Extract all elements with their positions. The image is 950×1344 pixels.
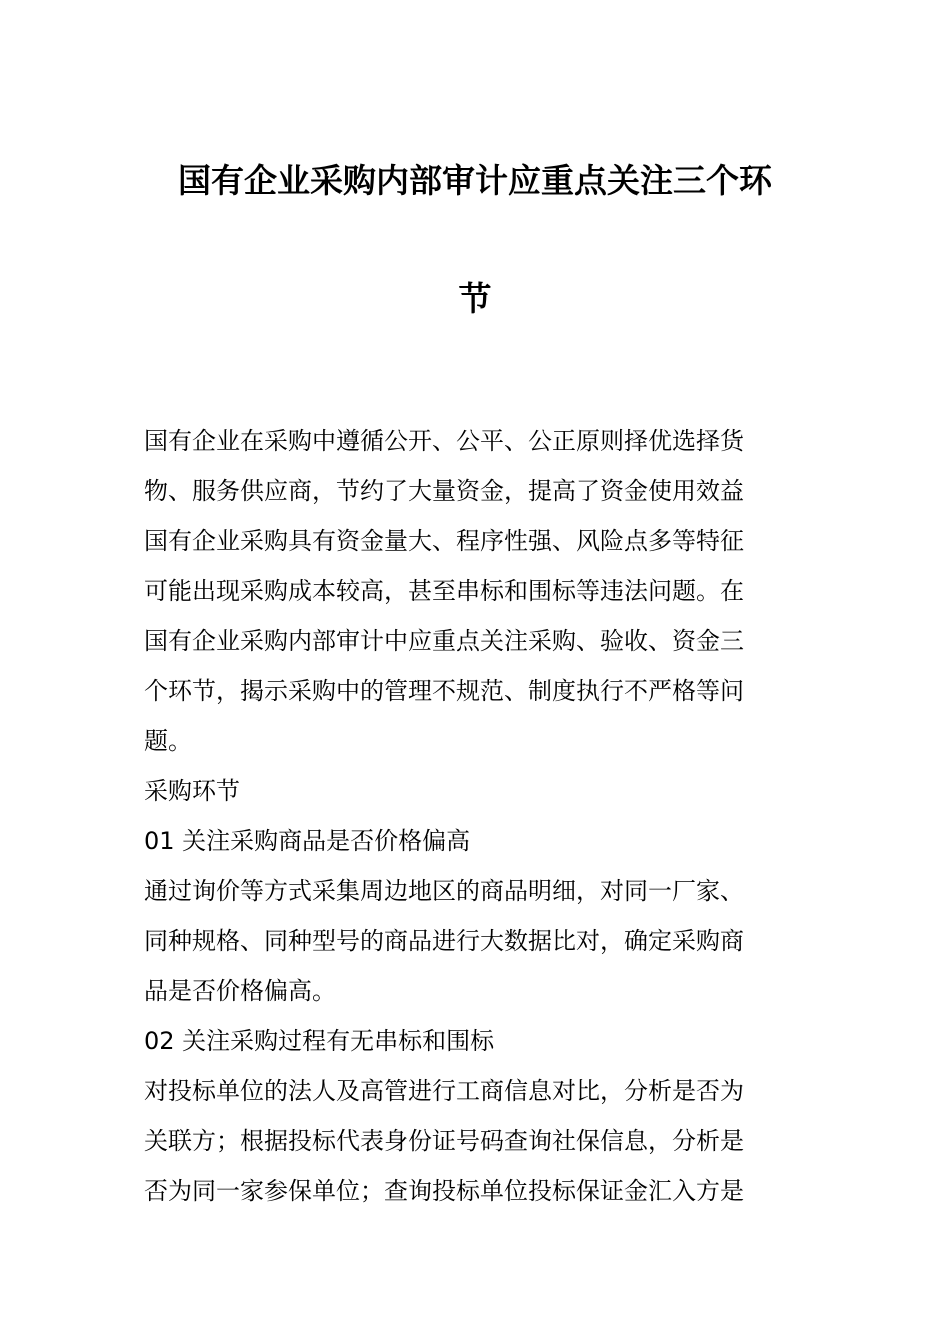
document-title-line-2: 节 xyxy=(458,279,492,318)
body-line: 品是否价格偏高。 xyxy=(144,977,336,1005)
body-line: 国有企业在采购中遵循公开、公平、公正原则择优选择货 xyxy=(144,427,744,455)
document-title-line-1: 国有企业采购内部审计应重点关注三个环 xyxy=(178,161,772,200)
body-line: 通过询价等方式采集周边地区的商品明细，对同一厂家、 xyxy=(144,877,744,905)
document-body xyxy=(144,416,809,1216)
body-line: 同种规格、同种型号的商品进行大数据比对，确定采购商 xyxy=(144,927,744,955)
subheading-02: 02 关注采购过程有无串标和围标 xyxy=(144,1027,495,1055)
body-line: 对投标单位的法人及高管进行工商信息对比，分析是否为 xyxy=(144,1077,744,1105)
subheading-01: 01 关注采购商品是否价格偏高 xyxy=(144,827,471,855)
body-line: 否为同一家参保单位；查询投标单位投标保证金汇入方是 xyxy=(144,1177,744,1205)
body-line: 国有企业采购具有资金量大、程序性强、风险点多等特征 xyxy=(144,527,744,555)
body-line: 物、服务供应商，节约了大量资金，提高了资金使用效益 xyxy=(144,477,744,505)
body-line: 个环节，揭示采购中的管理不规范、制度执行不严格等问 xyxy=(144,677,744,705)
body-line: 题。 xyxy=(144,727,192,755)
body-line: 可能出现采购成本较高，甚至串标和围标等违法问题。在 xyxy=(144,577,744,605)
body-line: 国有企业采购内部审计中应重点关注采购、验收、资金三 xyxy=(144,627,744,655)
body-line: 关联方；根据投标代表身份证号码查询社保信息，分析是 xyxy=(144,1127,744,1155)
section-heading-procurement: 采购环节 xyxy=(144,777,240,805)
